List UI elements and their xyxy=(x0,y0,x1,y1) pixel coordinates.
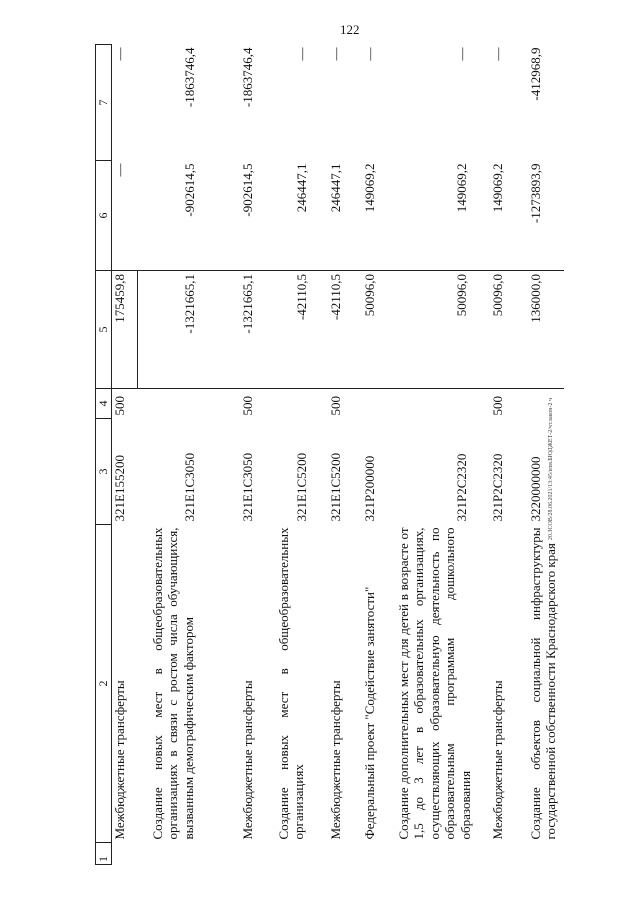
table-row xyxy=(230,45,266,865)
row-description: Создание новых мест в общеобразовательных организациях xyxy=(275,527,307,840)
row-value-col6: — xyxy=(112,163,127,177)
row-value-col6: 149069,2 xyxy=(361,163,377,213)
row-code: 321P2С2320 xyxy=(489,453,505,522)
row-description: Межбюджетные трансферты xyxy=(112,680,127,840)
table-header-row xyxy=(96,45,112,865)
row-number-cell xyxy=(482,843,518,865)
row-number-cell xyxy=(320,843,354,865)
row-number-cell xyxy=(388,843,482,865)
row-value-col7: — xyxy=(327,47,343,61)
row-value-col7: — xyxy=(293,47,309,61)
table-row xyxy=(482,45,518,865)
row-value-col5: 50096,0 xyxy=(482,271,518,389)
row-value-col7: -1863746,4 xyxy=(181,47,197,108)
row-value-col6: -902614,5 xyxy=(239,163,255,217)
row-value-col6: -1273893,9 xyxy=(527,163,543,224)
row-code: 321E1С3050 xyxy=(239,452,255,522)
row-description: Федеральный проект "Содействие занятости" xyxy=(361,586,377,840)
row-description: Создание дополнительных мест для детей в возрасте от 1,5 до 3 лет в образовательных организациях, осуществляющих образовательную деятельность по образовательным программам дошкольного образования xyxy=(395,527,473,840)
table-row xyxy=(518,45,564,865)
column-header: 6 xyxy=(96,161,112,271)
row-code: 321P200000 xyxy=(361,455,377,522)
row-value-col5: 50096,0 xyxy=(354,271,388,389)
row-value-col6: -902614,5 xyxy=(181,163,197,217)
row-expense-type xyxy=(388,389,482,419)
row-value-col5: -42110,5 xyxy=(266,271,320,389)
row-value-col5: 175459,8 xyxy=(112,271,138,389)
row-number-cell xyxy=(112,843,138,865)
row-expense-type xyxy=(354,389,388,419)
budget-table xyxy=(95,44,564,865)
row-expense-type: 500 xyxy=(112,396,127,416)
row-code: 3220000000 xyxy=(527,456,543,522)
table-row xyxy=(266,45,320,865)
rotated-table-wrapper xyxy=(95,45,559,865)
column-header: 7 xyxy=(96,45,112,161)
row-value-col7: — xyxy=(361,47,377,61)
row-expense-type xyxy=(138,389,230,419)
row-value-col5: -1321665,1 xyxy=(138,271,230,389)
row-expense-type xyxy=(518,389,564,419)
row-expense-type: 500 xyxy=(327,396,343,416)
row-description: Создание новых мест в общеобразовательных организациях в связи с ростом числа обучающихся, вызванным демографическим фактором xyxy=(149,527,196,840)
row-description: Создание объектов социальной инфраструктуры государственной собственности Краснодарского края xyxy=(527,527,559,840)
row-description: Межбюджетные трансферты xyxy=(327,680,343,840)
row-number-cell xyxy=(266,843,320,865)
row-code: 321E1С5200 xyxy=(327,452,343,522)
column-header: 5 xyxy=(96,271,112,389)
table-row xyxy=(320,45,354,865)
row-code: 321E1С5200 xyxy=(293,452,309,522)
row-description: Межбюджетные трансферты xyxy=(489,680,505,840)
row-code: 321E1С3050 xyxy=(181,452,197,522)
page-number: 122 xyxy=(340,22,360,37)
row-description: Межбюджетные трансферты xyxy=(239,680,255,840)
row-value-col6: 246447,1 xyxy=(293,163,309,213)
row-value-col6: 246447,1 xyxy=(327,163,343,213)
table-row xyxy=(138,45,230,865)
column-header: 1 xyxy=(96,843,112,865)
row-value-col7: -412968,9 xyxy=(527,47,543,101)
column-header: 3 xyxy=(96,419,112,525)
column-header: 2 xyxy=(96,525,112,843)
row-value-col5: -42110,5 xyxy=(320,271,354,389)
row-number-cell xyxy=(230,843,266,865)
row-value-col7: — xyxy=(453,47,469,61)
row-expense-type: 500 xyxy=(239,396,255,416)
table-row xyxy=(388,45,482,865)
row-value-col6: 149069,2 xyxy=(453,163,469,213)
row-value-col7: — xyxy=(489,47,505,61)
column-header: 4 xyxy=(96,389,112,419)
row-value-col5: 136000,0 xyxy=(518,271,564,389)
row-code: 321P2С2320 xyxy=(453,453,469,522)
row-expense-type xyxy=(266,389,320,419)
document-id-note: 20.ЗСОВ/28.06.2021/13:45/изм.БЮДЖЕТ-2/чт.закон-2 ч xyxy=(548,398,554,540)
row-value-col7: — xyxy=(112,47,127,61)
row-value-col6: 149069,2 xyxy=(489,163,505,213)
table-row xyxy=(354,45,388,865)
row-value-col5: 50096,0 xyxy=(388,271,482,389)
row-value-col5: -1321665,1 xyxy=(230,271,266,389)
row-number-cell xyxy=(518,843,564,865)
table-row xyxy=(112,45,138,865)
row-number-cell xyxy=(354,843,388,865)
row-code: 321E155200 xyxy=(112,455,127,522)
row-number-cell xyxy=(138,843,230,865)
row-value-col7: -1863746,4 xyxy=(239,47,255,108)
row-expense-type: 500 xyxy=(489,396,505,416)
